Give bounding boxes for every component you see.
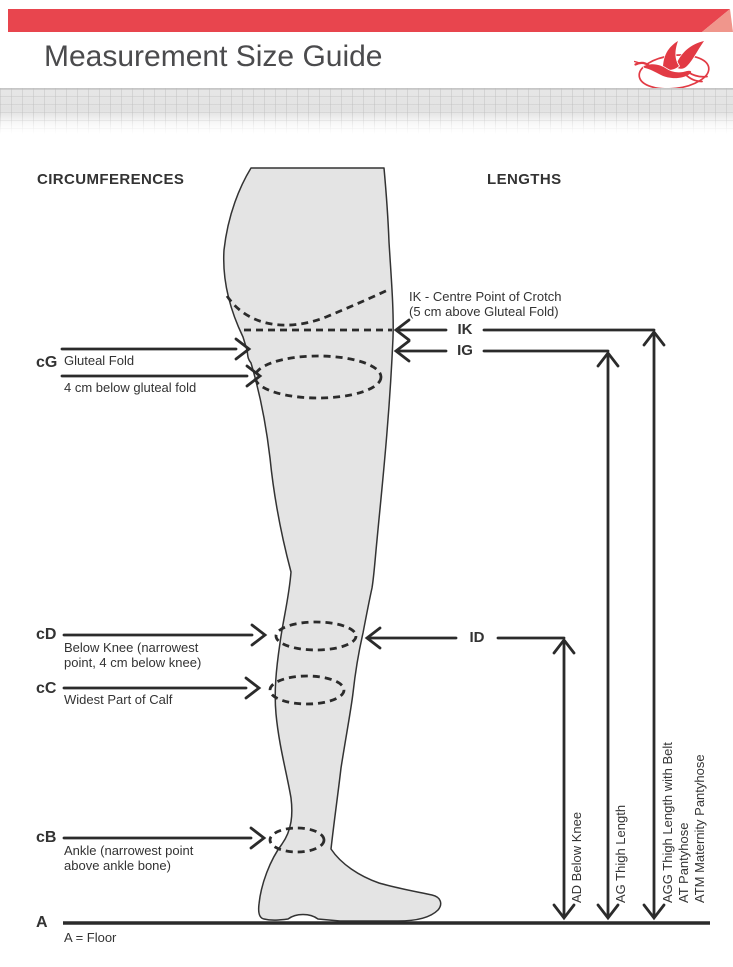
page-title: Measurement Size Guide [44, 40, 383, 73]
cb-code: cB [36, 829, 57, 846]
id-code: ID [469, 629, 485, 646]
cd-code: cD [36, 626, 57, 643]
ig-code: IG [457, 342, 473, 359]
cc-label: Widest Part of Calf [64, 692, 173, 707]
leg-silhouette [224, 168, 441, 921]
ik-note [409, 289, 561, 319]
cb-label-line2: above ankle bone) [64, 858, 171, 873]
cd-label [64, 640, 201, 670]
cd-label-line1: Below Knee (narrowest [64, 640, 199, 655]
cg-label-gluteal-fold: Gluteal Fold [64, 353, 135, 368]
cg-code: cG [36, 354, 58, 371]
ik-code: IK [457, 321, 473, 338]
circumferences-heading: CIRCUMFERENCES [37, 171, 185, 188]
lengths-heading: LENGTHS [487, 171, 562, 188]
ad-below-knee-label: AD Below Knee [569, 811, 584, 903]
cg-label-below-gluteal: 4 cm below gluteal fold [64, 380, 197, 395]
ag-thigh-length-label: AG Thigh Length [613, 804, 628, 903]
cb-label-line1: Ankle (narrowest point [64, 843, 194, 858]
a-code: A [36, 914, 48, 931]
atm-maternity-label: ATM Maternity Pantyhose [692, 754, 707, 903]
cd-label-line2: point, 4 cm below knee) [64, 655, 202, 670]
cb-label [64, 843, 193, 873]
ik-note-line2: (5 cm above Gluteal Fold) [409, 304, 559, 319]
at-pantyhose-label: AT Pantyhose [676, 822, 691, 903]
agg-at-atm-label-group [660, 742, 708, 903]
ik-leader-line [396, 320, 654, 340]
agg-thigh-belt-label: AGG Thigh Length with Belt [660, 742, 675, 903]
ik-note-line1: IK - Centre Point of Crotch [409, 289, 562, 304]
cc-code: cC [36, 680, 57, 697]
ig-leader-line [396, 341, 608, 361]
a-floor-label: A = Floor [64, 930, 117, 945]
